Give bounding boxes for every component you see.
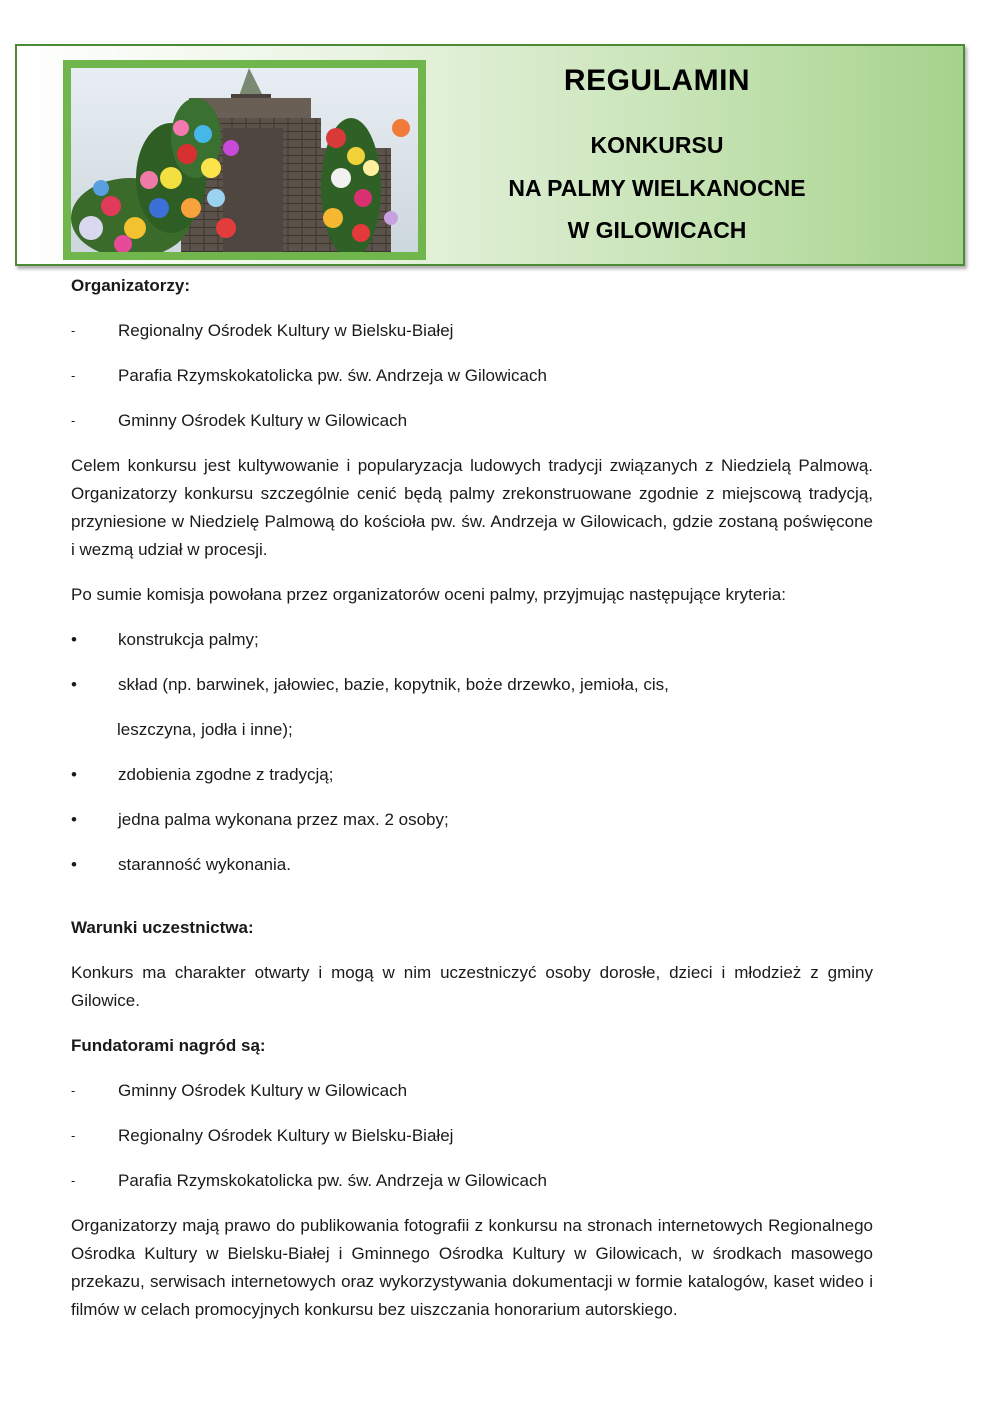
organizer-item: - Regionalny Ośrodek Kultury w Bielsku-Białej bbox=[71, 317, 873, 345]
sponsors-heading: Fundatorami nagród są: bbox=[71, 1036, 266, 1055]
rights-paragraph: Organizatorzy mają prawo do publikowania fotografii z konkursu na stronach internetowych Regionalnego Ośrodka Kultury w Bielsku-Białej i Gminnego Ośrodka Kultury w Gilowicach, w środkach masowego przekazu, serwisach internetowych oraz wykorzystywania dokumentacji w formie katalogów, kaset wideo i filmów w celach promocyjnych konkursu bez uiszczania honorarium autorskiego. bbox=[71, 1216, 873, 1319]
sponsor-item: - Gminny Ośrodek Kultury w Gilowicach bbox=[71, 1077, 873, 1105]
dash-marker: - bbox=[71, 1128, 76, 1143]
criteria-item-continuation: leszczyna, jodła i inne); bbox=[117, 720, 293, 739]
dash-marker: - bbox=[71, 368, 76, 383]
page-title: REGULAMIN bbox=[563, 64, 751, 97]
sponsor-item: - Parafia Rzymskokatolicka pw. św. Andrzeja w Gilowicach bbox=[71, 1167, 873, 1195]
bullet-marker: • bbox=[71, 765, 77, 784]
criteria-intro: Po sumie komisja powołana przez organizatorów oceni palmy, przyjmując następujące kryteria: bbox=[71, 585, 786, 604]
participation-heading: Warunki uczestnictwa: bbox=[71, 918, 254, 937]
purpose-paragraph: Celem konkursu jest kultywowanie i popularyzacja ludowych tradycji związanych z Niedzielą Palmową. Organizatorzy konkursu szczególnie cenić będą palmy zrekonstruowane zgodnie z miejscową tradycją, przyniesione w Niedzielę Palmową do kościoła pw. św. Andrzeja w Gilowicach, gdzie zostaną poświęcone i wezmą udział w procesji. bbox=[71, 456, 873, 559]
palm-photo-illustration bbox=[71, 68, 418, 252]
bullet-marker: • bbox=[71, 855, 77, 874]
criteria-item: • skład (np. barwinek, jałowiec, bazie, kopytnik, boże drzewko, jemioła, cis, bbox=[71, 671, 873, 699]
organizer-item: - Parafia Rzymskokatolicka pw. św. Andrzeja w Gilowicach bbox=[71, 362, 873, 390]
dash-marker: - bbox=[71, 413, 76, 428]
subtitle-line-1: KONKURSU bbox=[590, 132, 724, 158]
subtitle-line-2: NA PALMY WIELKANOCNE bbox=[508, 175, 806, 201]
bullet-marker: • bbox=[71, 675, 77, 694]
organizer-item: - Gminny Ośrodek Kultury w Gilowicach bbox=[71, 407, 873, 435]
organizers-heading: Organizatorzy: bbox=[71, 276, 191, 295]
dash-marker: - bbox=[71, 1083, 76, 1098]
dash-marker: - bbox=[71, 323, 76, 338]
criteria-item: • zdobienia zgodne z tradycją; bbox=[71, 761, 873, 789]
title-block bbox=[457, 46, 857, 264]
bullet-marker: • bbox=[71, 630, 77, 649]
document-body bbox=[71, 272, 873, 1341]
bullet-marker: • bbox=[71, 810, 77, 829]
sponsor-item: - Regionalny Ośrodek Kultury w Bielsku-Białej bbox=[71, 1122, 873, 1150]
participation-text: Konkurs ma charakter otwarty i mogą w nim uczestniczyć osoby dorosłe, dzieci i młodzież z gminy Gilowice. bbox=[71, 963, 873, 1010]
header-banner bbox=[15, 44, 965, 266]
criteria-item: • jedna palma wykonana przez max. 2 osoby; bbox=[71, 806, 873, 834]
palm-church-photo bbox=[63, 60, 426, 260]
subtitle-line-3: W GILOWICACH bbox=[567, 217, 747, 243]
criteria-item: • staranność wykonania. bbox=[71, 851, 873, 879]
dash-marker: - bbox=[71, 1173, 76, 1188]
criteria-item: • konstrukcja palmy; bbox=[71, 626, 873, 654]
section-spacer bbox=[71, 896, 873, 914]
